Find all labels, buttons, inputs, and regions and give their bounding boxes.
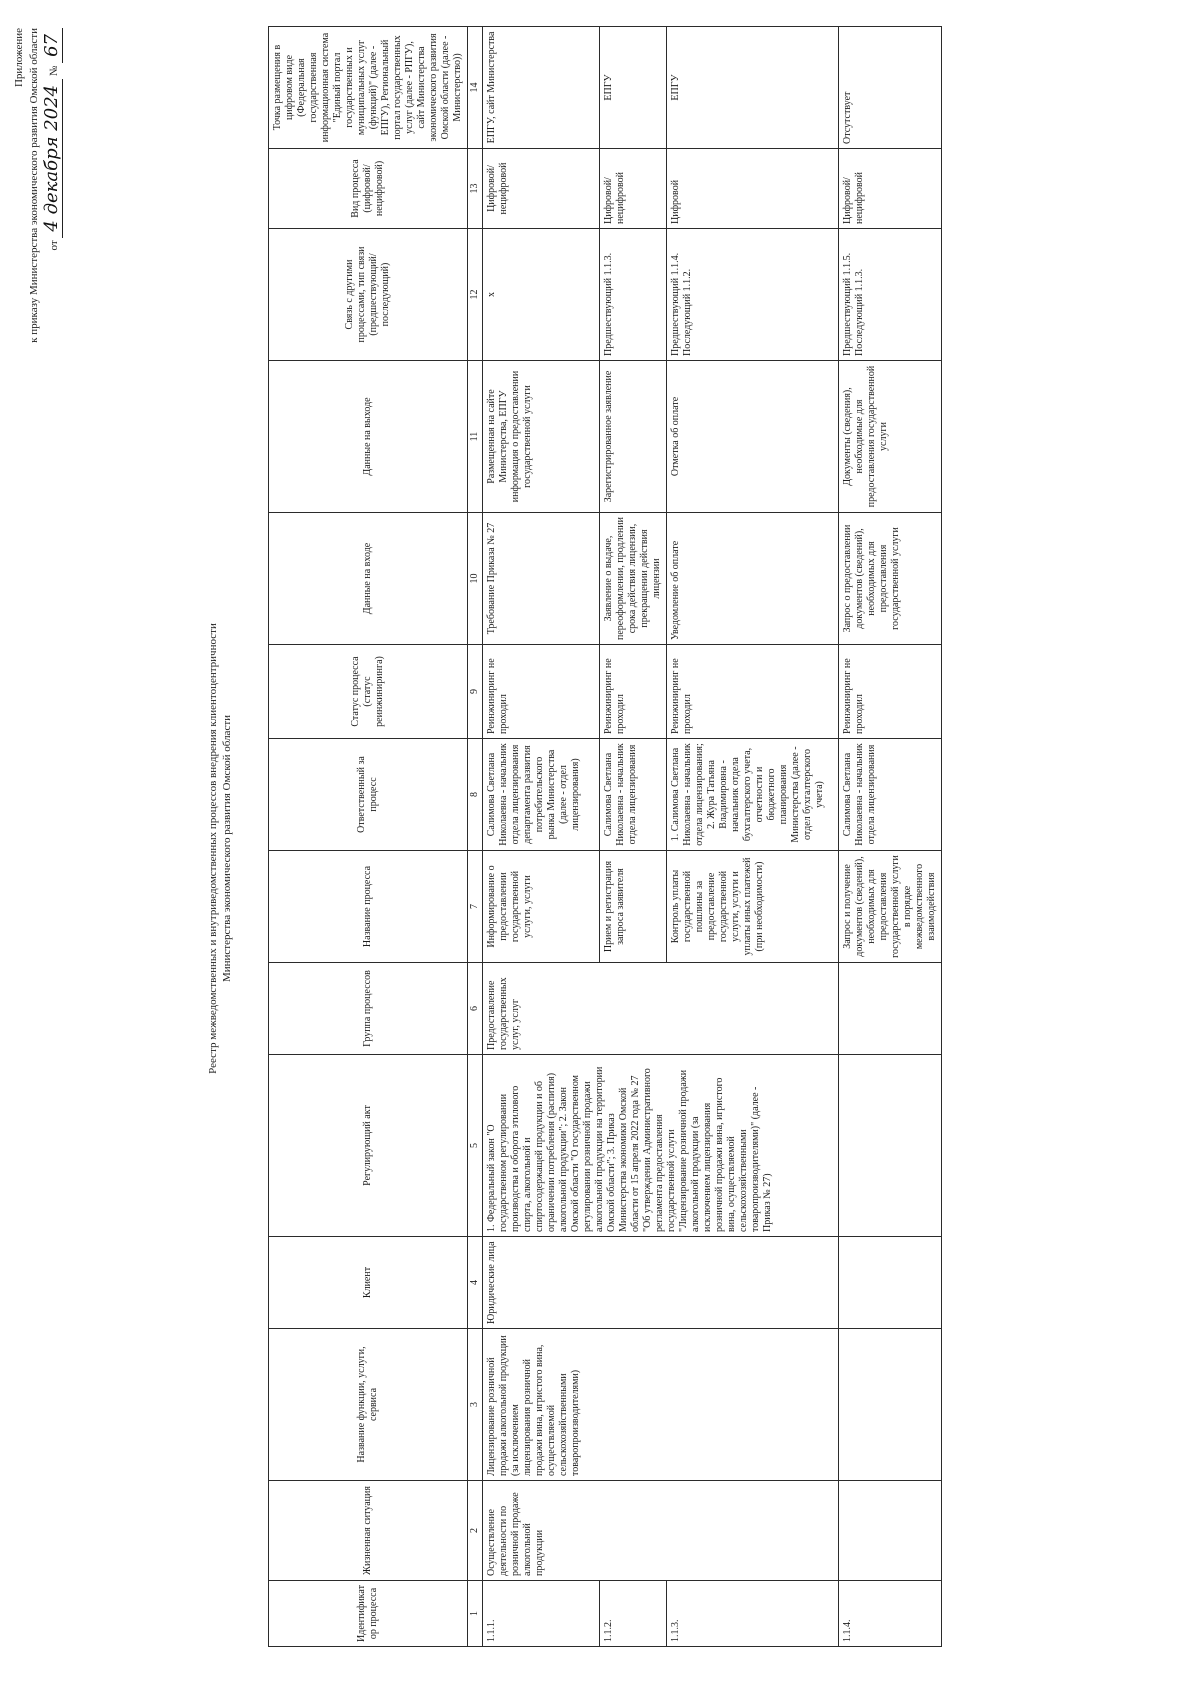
process-name: Контроль уплаты государственной пошлины за предоставление государственной услуги, услуги и уплаты иных платежей (при необходимости) bbox=[667, 851, 839, 963]
table-body bbox=[468, 27, 942, 1647]
digital-point: Отсутствует bbox=[839, 27, 942, 149]
output-data: Отметка об оплате bbox=[667, 361, 839, 513]
column-number: 7 bbox=[468, 851, 483, 963]
column-number: 10 bbox=[468, 513, 483, 645]
process-name: Запрос и получение документов (сведений), необходимых для предоставления государственной услуги в порядке межведомственного взаимодействия bbox=[839, 851, 942, 963]
approval-from-label: от bbox=[48, 240, 60, 251]
output-data: Размещенная на сайте Министерства, ЕПГУ информация о предоставлении государственной услуги bbox=[483, 361, 600, 513]
column-number: 5 bbox=[468, 1055, 483, 1237]
document-title-line2: Министерства экономического развития Омской области bbox=[221, 714, 233, 983]
column-number: 8 bbox=[468, 739, 483, 851]
process-status: Реинжиниринг не проходил bbox=[483, 645, 600, 739]
header-row bbox=[269, 27, 468, 1647]
column-number-row bbox=[468, 27, 483, 1647]
process-links: Предшествующий 1.1.5. Последующий 1.1.3. bbox=[839, 229, 942, 361]
process-name: Прием и регистрация запроса заявителя bbox=[600, 851, 667, 963]
client: Юридические лица bbox=[483, 1237, 839, 1329]
column-number: 6 bbox=[468, 963, 483, 1055]
handwritten-date: 4 декабря 2024 bbox=[41, 79, 63, 238]
table-row bbox=[483, 27, 600, 1647]
process-group: Предоставление государственных услуг, услуг bbox=[483, 963, 839, 1055]
approval-number-label: № bbox=[48, 65, 60, 77]
process-kind: Цифровой bbox=[667, 149, 839, 229]
column-number: 13 bbox=[468, 149, 483, 229]
empty-cell bbox=[839, 1481, 942, 1581]
input-data: Заявление о выдаче, переоформлении, продлении срока действия лицензии, прекращении действия лицензии bbox=[600, 513, 667, 645]
process-status: Реинжиниринг не проходил bbox=[667, 645, 839, 739]
column-number: 2 bbox=[468, 1481, 483, 1581]
process-id: 1.1.1. bbox=[483, 1581, 600, 1647]
document-title-line1: Реестр межведомственных и внутриведомственных процессов внедрения клиентоцентричности bbox=[207, 623, 219, 1074]
column-number: 12 bbox=[468, 229, 483, 361]
service-name: Лицензирование розничной продажи алкогольной продукции (за исключением лицензирования розничной продажи вина, игристого вина, осуществляемой сельскохозяйственными товаропроизводителями) bbox=[483, 1329, 839, 1481]
process-links: x bbox=[483, 229, 600, 361]
column-number: 1 bbox=[468, 1581, 483, 1647]
approval-date-line bbox=[41, 28, 62, 588]
registry-table bbox=[268, 26, 942, 1647]
column-number: 11 bbox=[468, 361, 483, 513]
header-cell: Ответственный за процесс bbox=[269, 739, 468, 851]
table-header bbox=[269, 27, 468, 1647]
process-id: 1.1.4. bbox=[839, 1581, 942, 1647]
empty-cell bbox=[839, 963, 942, 1055]
header-cell: Название функции, услуги, сервиса bbox=[269, 1329, 468, 1481]
header-cell: Вид процесса (цифровой/нецифровой) bbox=[269, 149, 468, 229]
process-kind: Цифровой/нецифровой bbox=[483, 149, 600, 229]
empty-cell bbox=[839, 1329, 942, 1481]
empty-cell bbox=[839, 1237, 942, 1329]
handwritten-number: 67 bbox=[41, 28, 63, 63]
column-number: 4 bbox=[468, 1237, 483, 1329]
process-kind: Цифровой/нецифровой bbox=[839, 149, 942, 229]
approval-block bbox=[12, 28, 62, 588]
process-status: Реинжиниринг не проходил bbox=[600, 645, 667, 739]
regulating-act: 1. Федеральный закон "О государственном регулировании производства и оборота этилового спирта, алкогольной и спиртосодержащей продукции и об ограничении потребления (распития) алкогольной продукции"; 2. Закон Омской области "О государственном регулировании розничной продажи алкогольной продукции на территории Омской области"; 3. Приказ Министерства экономики Омской области от 15 апреля 2022 года № 27 "Об утверждении Административного регламента предоставления государственной услуги "Лицензирование розничной продажи алкогольной продукции (за исключением лицензирования розничной продажи вина, игристого вина, осуществляемой сельскохозяйственными товаропроизводителями)" (далее - Приказ № 27) bbox=[483, 1055, 839, 1237]
header-cell: Группа процессов bbox=[269, 963, 468, 1055]
digital-point: ЕПГУ bbox=[600, 27, 667, 149]
responsible: Салимова Светлана Николаевна - начальник отдела лицензирования bbox=[839, 739, 942, 851]
column-number: 14 bbox=[468, 27, 483, 149]
output-data: Зарегистрированное заявление bbox=[600, 361, 667, 513]
responsible: Салимова Светлана Николаевна - начальник отдела лицензирования департамента развития потребительского рынка Министерства (далее - отдел лицензирования) bbox=[483, 739, 600, 851]
column-number: 3 bbox=[468, 1329, 483, 1481]
header-cell: Идентификатор процесса bbox=[269, 1581, 468, 1647]
digital-point: ЕПГУ bbox=[667, 27, 839, 149]
process-links: Предшествующий 1.1.3. bbox=[600, 229, 667, 361]
header-cell: Связь с другими процессами, тип связи (предшествующий/последующий) bbox=[269, 229, 468, 361]
process-name: Информирование о предоставлении государственной услуги, услуги bbox=[483, 851, 600, 963]
process-kind: Цифровой/нецифровой bbox=[600, 149, 667, 229]
process-links: Предшествующий 1.1.4. Последующий 1.1.2. bbox=[667, 229, 839, 361]
header-cell: Точка размещения в цифровом виде (Федеральная государственная информационная система "Единый портал государственных и муниципальных услуг (функций)" (далее - ЕПГУ), Региональный портал государственных услуг (далее - РПГУ), сайт Министерства экономического развития Омской области (далее - Министерство)) bbox=[269, 27, 468, 149]
responsible: 1. Салимова Светлана Николаевна - начальник отдела лицензирования; 2. Жура Татьяна Владимировна - начальник отдела бухгалтерского учета, отчетности и бюджетного планирования Министерства (далее - отдел бухгалтерского учета) bbox=[667, 739, 839, 851]
header-cell: Регулирующий акт bbox=[269, 1055, 468, 1237]
document-title bbox=[206, 0, 234, 1697]
process-id: 1.1.2. bbox=[600, 1581, 667, 1647]
header-cell: Клиент bbox=[269, 1237, 468, 1329]
approval-title: Приложение bbox=[13, 28, 25, 88]
input-data: Уведомление об оплате bbox=[667, 513, 839, 645]
header-cell: Жизненная ситуация bbox=[269, 1481, 468, 1581]
header-cell: Статус процесса (статус реинжиниринга) bbox=[269, 645, 468, 739]
empty-cell bbox=[839, 1055, 942, 1237]
column-number: 9 bbox=[468, 645, 483, 739]
header-cell: Название процесса bbox=[269, 851, 468, 963]
output-data: Документы (сведения), необходимые для предоставления государственной услуги bbox=[839, 361, 942, 513]
input-data: Запрос о предоставлении документов (сведений), необходимых для предоставления государственной услуги bbox=[839, 513, 942, 645]
header-cell: Данные на выходе bbox=[269, 361, 468, 513]
approval-order: к приказу Министерства экономического развития Омской области bbox=[28, 28, 40, 343]
life-situation: Осуществление деятельности по розничной продаже алкогольной продукции bbox=[483, 1481, 839, 1581]
process-id: 1.1.3. bbox=[667, 1581, 839, 1647]
input-data: Требование Приказа № 27 bbox=[483, 513, 600, 645]
table-row bbox=[839, 27, 942, 1647]
header-cell: Данные на входе bbox=[269, 513, 468, 645]
responsible: Салимова Светлана Николаевна - начальник отдела лицензирования bbox=[600, 739, 667, 851]
digital-point: ЕПГУ, сайт Министерства bbox=[483, 27, 600, 149]
process-status: Реинжиниринг не проходил bbox=[839, 645, 942, 739]
